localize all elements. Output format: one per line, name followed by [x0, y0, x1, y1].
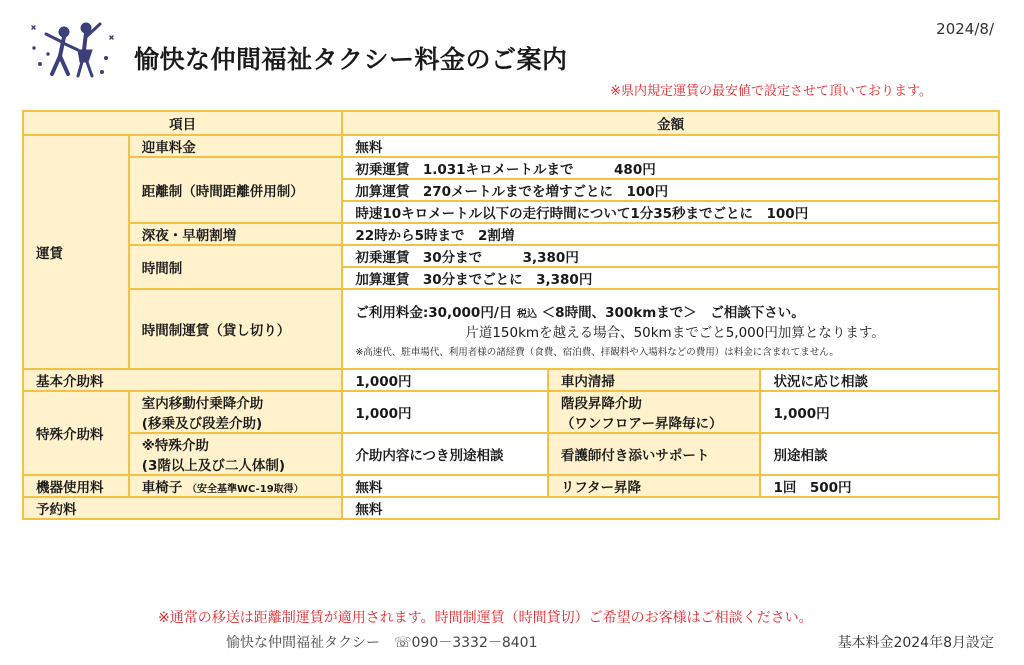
table-row: [23, 433, 999, 475]
table-row: [23, 289, 999, 369]
pickup-value: 無料: [342, 135, 999, 157]
nurse-support-value: 別途相談: [760, 433, 999, 475]
table-row: [23, 391, 999, 433]
pickup-label: 迎車料金: [129, 135, 343, 157]
stairs-care-label-2: （ワンフロアー昇降毎に）: [560, 416, 723, 432]
extra-care-label-1: ※特殊介助: [141, 438, 209, 454]
distance-label: 距離制（時間距離併用制）: [129, 157, 343, 223]
table-row: [23, 223, 999, 245]
reservation-value: 無料: [342, 497, 999, 519]
time-line-2: 加算運賃 30分までごとに 3,380円: [342, 267, 999, 289]
fare-table: [22, 110, 1000, 520]
charter-extra-distance: 片道150kmを越える場合、50kmまでごと5,000円加算となります。: [465, 324, 885, 341]
extra-care-label-2: (3階以上及び二人体制): [141, 458, 286, 474]
wheelchair-label: 車椅子: [141, 480, 183, 496]
cleaning-label: 車内清掃: [548, 369, 761, 391]
stairs-care-label-1: 階段昇降介助: [560, 396, 642, 412]
page-title: 愉快な仲間福祉タクシー料金のご案内: [134, 45, 568, 74]
wheelchair-label-cell: [129, 475, 343, 497]
reservation-label: 予約料: [23, 497, 342, 519]
header-amount: 金額: [342, 111, 999, 135]
cleaning-value: 状況に応じ相談: [760, 369, 999, 391]
fare-section-label: 運賃: [23, 135, 129, 369]
footer-note: ※通常の移送は距離制運賃が適用されます。時間制運賃（時間貸切）ご希望のお客様はご相談ください。: [158, 610, 813, 626]
lifter-value: 1回 500円: [760, 475, 999, 497]
lifter-label: リフター昇降: [548, 475, 761, 497]
extra-care-label: [129, 433, 343, 475]
stairs-care-value: 1,000円: [760, 391, 999, 433]
date-label: 2024/8/: [936, 20, 994, 38]
charter-limit: ＜8時間、300kmまで＞ ご相談下さい。: [541, 304, 805, 321]
dancing-people-logo: [22, 14, 122, 84]
tax-included-tag: 税込: [516, 308, 537, 320]
charter-label: 時間制運賃（貸し切り）: [129, 289, 343, 369]
basic-care-label: 基本介助料: [23, 369, 342, 391]
fare-setting-date: 基本料金2024年8月設定: [837, 635, 994, 651]
time-label: 時間制: [129, 245, 343, 289]
header-item: 項目: [23, 111, 342, 135]
distance-line-3: 時速10キロメートル以下の走行時間について1分35秒までごとに 100円: [342, 201, 999, 223]
distance-line-1: 初乗運賃 1.031キロメートルまで 480円: [342, 157, 999, 179]
night-label: 深夜・早朝割増: [129, 223, 343, 245]
extra-care-value: 介助内容につき別途相談: [342, 433, 548, 475]
pricing-note: ※県内規定運賃の最安値で設定させて頂いております。: [610, 84, 932, 99]
table-row: [23, 245, 999, 267]
charter-price: ご利用料金:30,000円/日: [355, 304, 513, 321]
charter-exclusions-note: ※高速代、駐車場代、利用者様の諸経費（食費、宿泊費、拝観料や入場料などの費用）は料金に含まれてません。: [355, 346, 839, 358]
night-value: 22時から5時まで 2割増: [342, 223, 999, 245]
wheelchair-standard-note: （安全基準WC-19取得）: [187, 484, 304, 495]
table-header-row: [23, 111, 999, 135]
company-contact: 愉快な仲間福祉タクシー ☏090－3332－8401: [226, 635, 538, 651]
time-line-1: 初乗運賃 30分まで 3,380円: [342, 245, 999, 267]
table-row: [23, 497, 999, 519]
indoor-care-label-1: 室内移動付乗降介助: [141, 396, 264, 412]
nurse-support-label: 看護師付き添いサポート: [548, 433, 761, 475]
special-care-label: 特殊介助料: [23, 391, 129, 475]
indoor-care-value: 1,000円: [342, 391, 548, 433]
table-row: [23, 475, 999, 497]
stairs-care-label: [548, 391, 761, 433]
indoor-care-label: [129, 391, 343, 433]
charter-value: [342, 289, 999, 369]
table-row: [23, 135, 999, 157]
table-row: [23, 157, 999, 179]
indoor-care-label-2: (移乗及び段差介助): [141, 416, 263, 432]
distance-line-2: 加算運賃 270メートルまでを増すごとに 100円: [342, 179, 999, 201]
basic-care-value: 1,000円: [342, 369, 548, 391]
table-row: [23, 369, 999, 391]
wheelchair-value: 無料: [342, 475, 548, 497]
equipment-label: 機器使用料: [23, 475, 129, 497]
